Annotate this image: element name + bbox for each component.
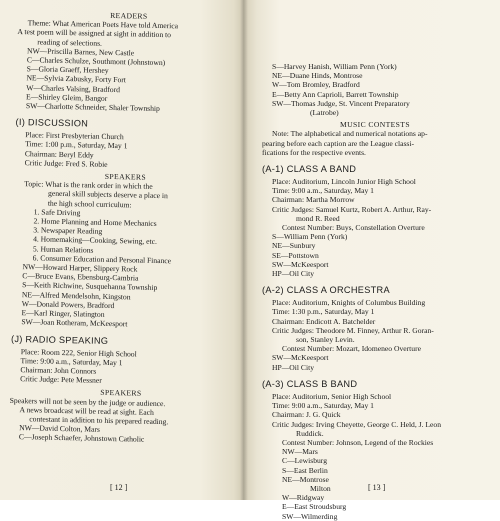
section-heading: (J) RADIO SPEAKING xyxy=(10,333,109,346)
text-line: Contest Number: Johnson, Legend of the Rockies xyxy=(282,437,434,447)
text-line: A news broadcast will be read at sight. Each xyxy=(19,404,154,417)
section-heading: (A-2) CLASS A ORCHESTRA xyxy=(262,285,390,296)
text-line: Critic Judges: Samuel Kurtz, Robert A. Arthur, Ray- xyxy=(272,204,432,214)
section-heading: (A-1) CLASS A BAND xyxy=(262,164,357,175)
text-line: Chairman: Beryl Eddy xyxy=(24,148,94,160)
text-line: general skill subjects deserve a place in xyxy=(47,189,168,201)
text-line: W—Charles Valsing, Bradford xyxy=(26,82,121,94)
text-line: Time: 9:00 a.m., Saturday, May 1 xyxy=(272,401,374,411)
text-line: E—Karl Ringer, Slatington xyxy=(21,308,105,319)
text-line: Place: Room 222, Senior High School xyxy=(20,346,137,359)
text-line: Time: 1:00 p.m., Saturday, May 1 xyxy=(25,139,128,151)
book-gutter xyxy=(240,0,248,500)
text-line: SW—Joan Rotheram, McKeesport xyxy=(21,317,128,329)
text-line: the high school curriculum: xyxy=(47,198,132,210)
text-line: Time: 9:00 a.m., Saturday, May 1 xyxy=(20,355,123,367)
text-line: NW—David Colton, Mars xyxy=(19,423,101,434)
text-line: NW—Priscilla Barnes, New Castle xyxy=(26,46,135,58)
section-heading: (I) DISCUSSION xyxy=(15,117,89,129)
text-line: Time: 9:00 a.m., Saturday, May 1 xyxy=(272,186,374,196)
text-line: NE—Alfred Mendelsohn, Kingston xyxy=(21,289,131,302)
text-line: E—Shirley Gleim, Bangor xyxy=(26,92,108,103)
text-line: S—Harvey Hanish, William Penn (York) xyxy=(272,62,397,71)
text-line: Speakers will not be seen by the judge or audience. xyxy=(9,395,166,408)
text-line: Contest Number: Buys, Constellation Overture xyxy=(282,223,425,233)
text-line: C—Lewisburg xyxy=(282,456,327,466)
text-line: 2. Home Planning and Home Mechanics xyxy=(33,216,157,229)
text-line: Place: Auditorium, Lincoln Junior High School xyxy=(272,177,416,187)
text-line: Contest Number: Mozart, Idomeneo Overture xyxy=(282,344,421,354)
subheading: SPEAKERS xyxy=(104,171,147,182)
text-line: pearing before each caption are the League classi- xyxy=(262,138,415,148)
text-line: NE—Duane Hinds, Montrose xyxy=(272,71,363,81)
text-line: Chairman: Martha Morrow xyxy=(272,195,355,205)
text-line: S—Keith Richwine, Susquehanna Township xyxy=(22,280,158,293)
text-line: contestant in addition to his prepared reading. xyxy=(29,414,169,427)
text-line: NE—Montrose xyxy=(282,474,329,484)
text-line: NW—Howard Harper, Slippery Rock xyxy=(22,262,138,274)
text-line: C—Charles Schulze, Southmont (Johnstown) xyxy=(26,55,166,68)
text-line: W—Ridgway xyxy=(282,493,325,503)
text-line: SW—McKeesport xyxy=(272,353,329,363)
text-line: A test poem will be assigned at sight in addition to xyxy=(17,27,172,40)
text-line: SW—Wilmerding xyxy=(282,511,338,521)
text-line: SW—Charlotte Schneider, Shaler Township xyxy=(25,101,160,114)
text-line: (Latrobe) xyxy=(310,108,339,118)
text-line: 4. Homemaking—Cooking, Sewing, etc. xyxy=(33,234,157,247)
text-line: Note: The alphabetical and numerical notations ap- xyxy=(272,129,428,139)
right-page-number: [ 13 ] xyxy=(368,483,386,492)
text-line: Theme: What American Poets Have told America xyxy=(27,18,179,31)
text-line: reading of selections. xyxy=(37,37,103,48)
text-line: HP—Oil City xyxy=(272,362,314,372)
text-line: C—Bruce Evans, Ebensburg-Cambria xyxy=(22,271,139,283)
text-line: C—Joseph Schaefer, Johnstown Catholic xyxy=(18,432,145,445)
text-line: Topic: What is the rank order in which the xyxy=(24,179,153,192)
text-line: 6. Consumer Education and Personal Finance xyxy=(32,253,172,266)
text-line: SW—McKeesport xyxy=(272,259,329,269)
text-line: Critic Judge: Pete Messner xyxy=(20,374,102,385)
section-heading: (A-3) CLASS B BAND xyxy=(262,378,358,389)
text-line: E—East Stroudsburg xyxy=(282,502,347,512)
text-line: 1. Safe Driving xyxy=(33,207,81,218)
text-line: S—East Berlin xyxy=(282,465,328,475)
text-line: Place: Auditorium, Knights of Columbus Building xyxy=(272,298,426,308)
text-line: HP—Oil City xyxy=(272,269,314,279)
subheading: READERS xyxy=(110,10,148,21)
subheading: MUSIC CONTESTS xyxy=(340,120,410,130)
text-line: fications for the respective events. xyxy=(262,147,366,157)
text-line: NW—Mars xyxy=(282,447,318,457)
text-line: E—Betty Ann Caprioli, Barrett Township xyxy=(272,89,399,99)
text-line: mond R. Reed xyxy=(296,213,340,223)
left-page-text xyxy=(9,6,240,446)
text-line: 3. Newspaper Reading xyxy=(33,225,103,237)
text-line: Place: Auditorium, Senior High School xyxy=(272,391,392,401)
left-page xyxy=(0,0,244,500)
text-line: SE—Pottstown xyxy=(272,250,319,260)
right-page-text xyxy=(262,62,488,521)
text-line: Critic Judge: Fred S. Robie xyxy=(24,158,108,169)
text-line: Chairman: Endicott A. Batchelder xyxy=(272,316,376,326)
subheading: SPEAKERS xyxy=(100,388,142,398)
text-line: Milton xyxy=(310,483,331,493)
text-line: NE—Sylvia Zabusky, Forty Fort xyxy=(26,73,127,85)
text-line: W—Tom Bromley, Bradford xyxy=(272,80,360,90)
text-line: son, Stanley Levin. xyxy=(296,335,355,345)
text-line: Ruddick. xyxy=(296,428,324,438)
text-line: Chairman: John Connors xyxy=(20,365,97,376)
text-line: 5. Human Relations xyxy=(32,244,94,255)
text-line: S—William Penn (York) xyxy=(272,232,348,242)
text-line: Critic Judges: Theodore M. Finney, Arthur R. Goran- xyxy=(272,325,434,335)
text-line: W—Donald Powers, Bradford xyxy=(21,299,115,310)
text-line: Critic Judges: Irving Cheyette, George C. Held, J. Leon xyxy=(272,419,441,429)
text-line: SW—Thomas Judge, St. Vincent Preparatory xyxy=(272,98,410,108)
text-line: Place: First Presbyterian Church xyxy=(25,130,124,142)
text-line: S—Gloria Graeff, Hershey xyxy=(26,64,109,76)
text-line: Chairman: J. G. Quick xyxy=(272,410,341,420)
left-page-number: [ 12 ] xyxy=(110,483,128,492)
text-line: NE—Sunbury xyxy=(272,241,316,251)
right-page xyxy=(244,0,500,521)
text-line: Time: 1:30 p.m., Saturday, May 1 xyxy=(272,307,375,317)
